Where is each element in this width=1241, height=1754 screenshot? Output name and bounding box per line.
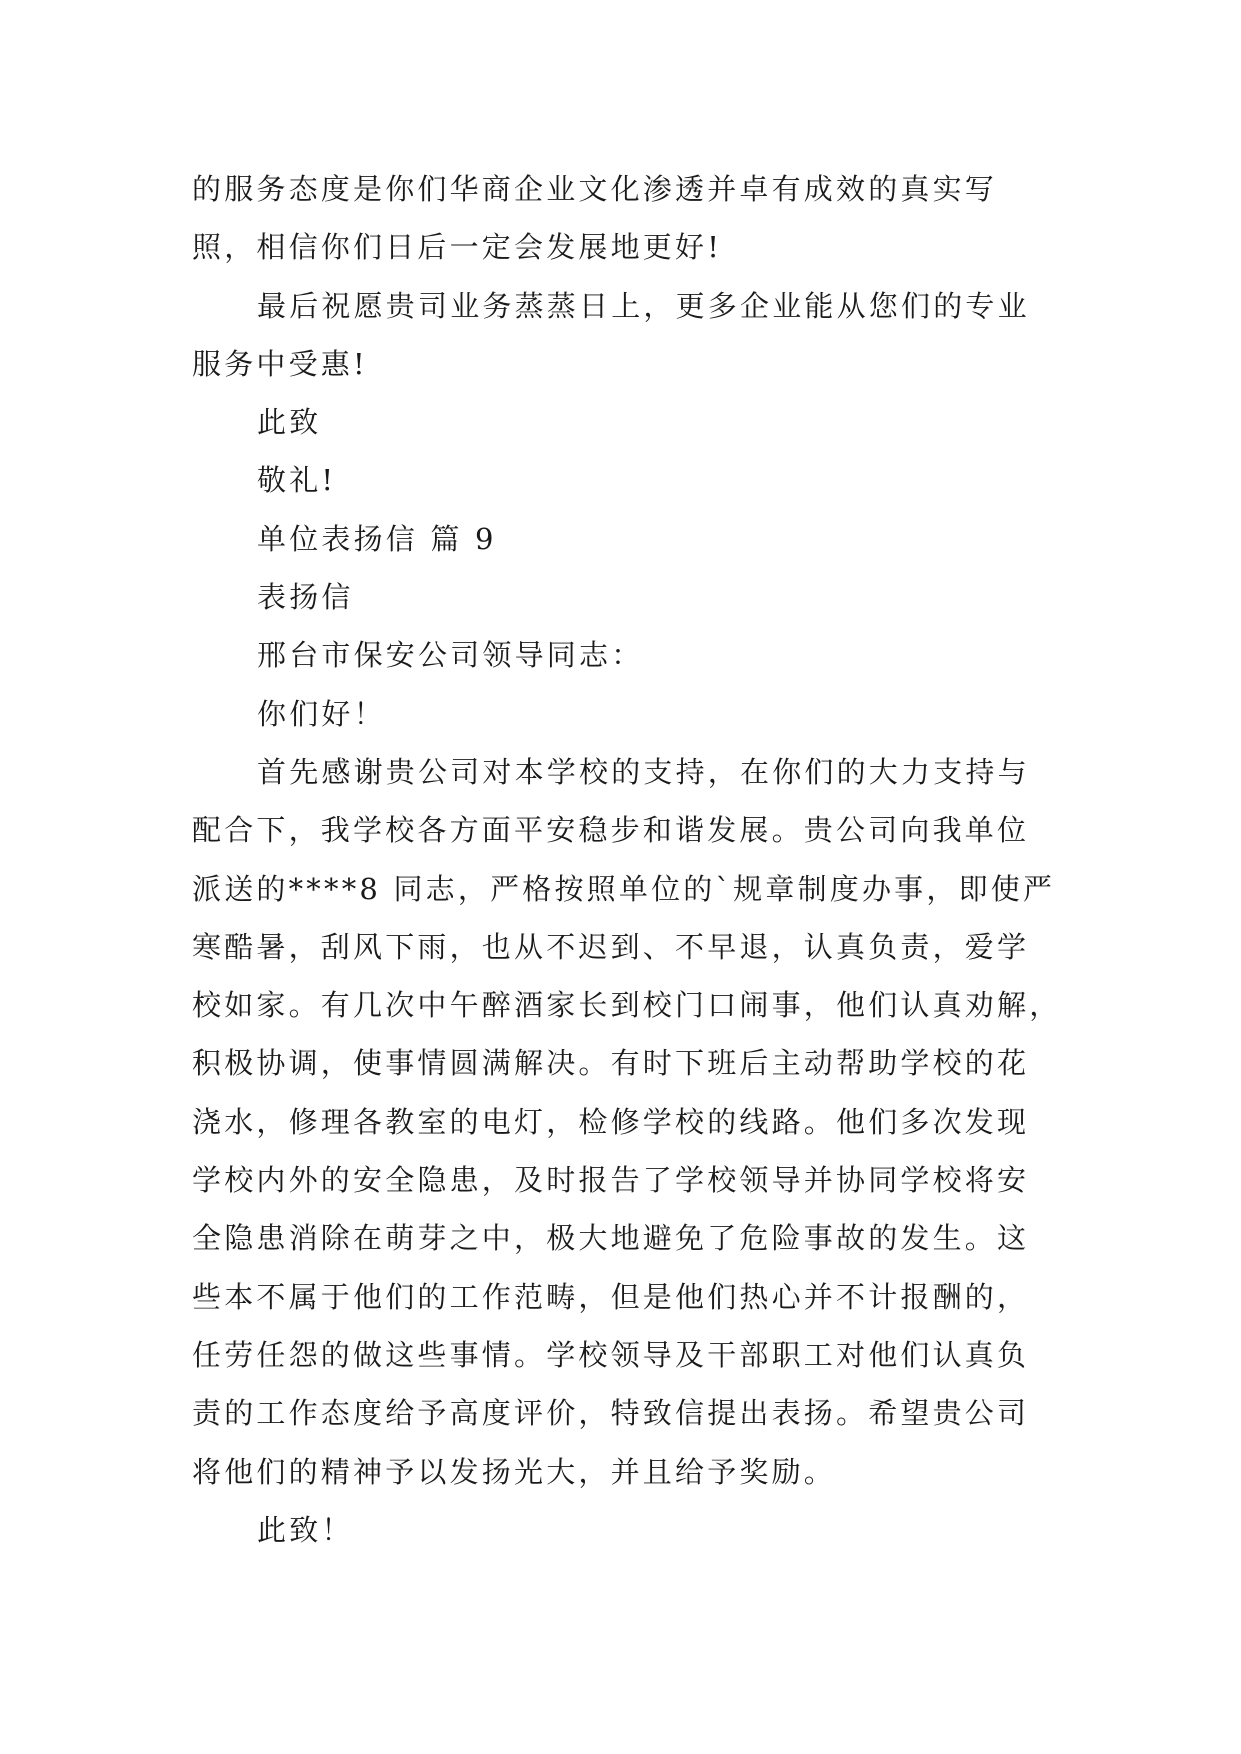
text-line: 寒酷暑，刮风下雨，也从不迟到、不早退，认真负责，爱学 xyxy=(192,929,1030,964)
text-line: 配合下，我学校各方面平安稳步和谐发展。贵公司向我单位 xyxy=(192,813,1030,848)
letter-recipient: 邢台市保安公司领导同志： xyxy=(257,638,644,673)
text-line: 积极协调，使事情圆满解决。有时下班后主动帮助学校的花 xyxy=(192,1046,1030,1081)
closing-salutation: 此致！ xyxy=(257,1512,354,1547)
text-line: 派送的****8 同志，严格按照单位的`规章制度办事，即使严 xyxy=(192,871,1056,906)
text-line: 浇水，修理各教室的电灯，检修学校的线路。他们多次发现 xyxy=(192,1104,1030,1139)
text-line: 全隐患消除在萌芽之中，极大地避免了危险事故的发生。这 xyxy=(192,1221,1030,1256)
text-line: 首先感谢贵公司对本学校的支持，在你们的大力支持与 xyxy=(257,754,1030,789)
closing-regards: 敬礼! xyxy=(257,463,337,498)
section-heading: 单位表扬信 篇 9 xyxy=(257,521,497,556)
text-line: 最后祝愿贵司业务蒸蒸日上，更多企业能从您们的专业 xyxy=(257,288,1030,323)
text-line: 责的工作态度给予高度评价，特致信提出表扬。希望贵公司 xyxy=(192,1396,1030,1431)
text-line: 照，相信你们日后一定会发展地更好! xyxy=(192,230,723,265)
closing-salutation: 此致 xyxy=(257,405,322,440)
text-line: 服务中受惠! xyxy=(192,346,368,381)
letter-text xyxy=(192,160,1062,1559)
text-line: 的服务态度是你们华商企业文化渗透并卓有成效的真实写 xyxy=(192,172,998,206)
text-line: 学校内外的安全隐患，及时报告了学校领导并协同学校将安 xyxy=(192,1163,1030,1198)
document-body xyxy=(192,160,1062,1559)
text-line: 校如家。有几次中午醉酒家长到校门口闹事，他们认真劝解， xyxy=(192,988,1062,1023)
text-line: 任劳任怨的做这些事情。学校领导及干部职工对他们认真负 xyxy=(192,1337,1030,1372)
letter-title: 表扬信 xyxy=(257,580,354,615)
letter-greeting: 你们好！ xyxy=(257,696,386,731)
text-line: 些本不属于他们的工作范畴，但是他们热心并不计报酬的， xyxy=(192,1279,1030,1314)
text-line: 将他们的精神予以发扬光大，并且给予奖励。 xyxy=(192,1454,837,1489)
